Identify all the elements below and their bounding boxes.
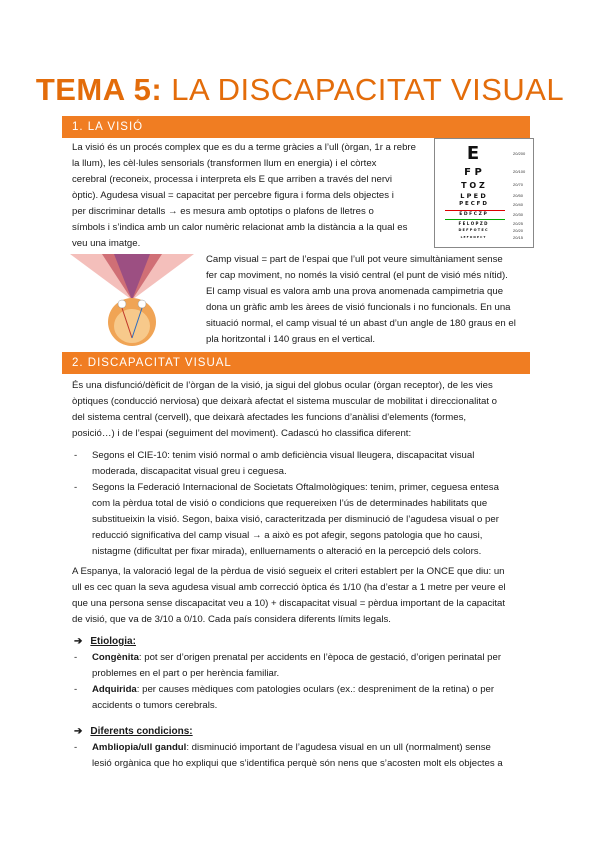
- term-text: : disminució important de l’agudesa visual en un ull (normalment) sense: [186, 742, 491, 753]
- text-line: del sistema central (cervell), que deixarà afectades les funcions d’anàlisi d’elements (formes,: [72, 412, 467, 423]
- text-line: símbols i s’indica amb un calor numèric relacionat amb la distància a la qual es: [72, 222, 408, 233]
- text-line: òptiques (conducció nerviosa) que deixarà afectat el sistema muscular de mobilitat i direccionalitat o: [72, 396, 498, 407]
- etiology-label: Etiologia:: [90, 636, 136, 647]
- conditions-heading: [74, 724, 193, 740]
- chart-row: E D F C Z P: [459, 212, 487, 217]
- text-line: la llum), les cèl·lules sensorials (transformen llum en energia) i el còrtex: [72, 158, 377, 169]
- classification-bullet: [74, 480, 530, 560]
- chart-red-line: [445, 210, 505, 211]
- text-line: situació normal, el camp visual té un abast d’un angle de 180 graus en el: [206, 318, 516, 329]
- title-prefix: TEMA 5:: [35, 72, 163, 107]
- etiology-heading: [74, 634, 136, 650]
- text-line: pla horitzontal i 140 graus en el vertical.: [206, 334, 376, 345]
- spain-legal-paragraph: [72, 564, 530, 628]
- chart-row: L E F O D P C T: [460, 235, 486, 239]
- text-line: Segons el CIE-10: tenim visió normal o amb deficiència visual lleugera, discapacitat visual: [92, 450, 475, 461]
- acuity-label: 20/15: [513, 235, 524, 240]
- acuity-label: 20/30: [513, 212, 524, 217]
- text-line: [92, 682, 530, 698]
- text-line: com la pèrdua total de visió o condicions que requereixen l’ús de determinades habilitats que: [92, 498, 488, 509]
- text-line: [92, 740, 530, 756]
- text-line: accidents o tumors cerebrals.: [92, 700, 218, 711]
- etiology-item: [74, 682, 530, 714]
- chart-row: D E F P O T E C: [458, 228, 488, 232]
- text-line: Segons la Federació Internacional de Societats Oftalmològiques: tenim, primer, ceguesa entesa: [92, 482, 499, 493]
- term-text: : pot ser d’origen prenatal per accidents en l’època de gestació, d’origen perinatal per: [138, 652, 502, 663]
- impairment-definition-paragraph: [72, 378, 530, 442]
- vision-paragraph: [72, 140, 432, 252]
- text-line: veu una imatge.: [72, 238, 141, 249]
- title-text: LA DISCAPACITAT VISUAL: [162, 72, 565, 107]
- acuity-label: 20/25: [513, 221, 524, 226]
- bullet-dash: -: [74, 684, 78, 695]
- chart-row: F E L O P Z D: [458, 221, 488, 226]
- chart-row: E: [466, 143, 480, 164]
- arrow-icon: ➔: [74, 726, 83, 737]
- page-title: [0, 72, 600, 108]
- text-line: de visió, que va de 3/10 a 0/10. Cada país considera diferents límits legals.: [72, 614, 391, 625]
- conditions-label: Diferents condicions:: [90, 726, 193, 737]
- text-line: fer cap moviment, no només la visió central (el punt de visió més nítid).: [206, 270, 508, 281]
- visual-field-illustration: [62, 248, 202, 348]
- chart-row: P E C F D: [459, 201, 487, 207]
- term-label: Ambliopia/ull gandul: [92, 742, 187, 753]
- classification-bullet: [74, 448, 530, 480]
- text-line: lesió orgànica que ho expliqui que s’identifica perquè són nens que s’acosten molt els objectes a: [92, 758, 503, 769]
- text-line: cerebral (reconeix, processa i interpreta els E que arriben a través del nervi: [72, 174, 392, 185]
- text-line: És una disfunció/dèficit de l’òrgan de la visió, ja sigui del globus ocular (òrgan receptor), de les vies: [72, 380, 493, 391]
- text-line: La visió és un procés complex que es du a terme gràcies a l’ull (òrgan, 1r a rebre: [72, 142, 416, 153]
- bullet-dash: -: [74, 482, 78, 493]
- bullet-dash: -: [74, 742, 78, 753]
- text-line: òptic). Agudesa visual = capacitat per percebre figura i forma dels objectes i: [72, 190, 394, 201]
- text-line: per discriminar detalls → es mesura amb optotips o plafons de lletres o: [72, 206, 374, 217]
- acuity-label: 20/100: [513, 169, 526, 174]
- acuity-label: 20/50: [513, 193, 524, 198]
- chart-row: L P E D: [460, 192, 486, 200]
- section-heading-visual-impairment: 2. DISCAPACITAT VISUAL: [62, 352, 530, 374]
- acuity-label: 20/70: [513, 182, 524, 187]
- right-eye-shape: [138, 300, 146, 308]
- text-line: dona un gràfic amb les àrees de visió funcionals i no funcionals. En una: [206, 302, 511, 313]
- bullet-dash: -: [74, 450, 78, 461]
- text-line: que una persona sense discapacitat veu a 10) + discapacitat visual = pèrdua important de la capacitat: [72, 598, 506, 609]
- condition-item: [74, 740, 530, 772]
- snellen-chart-image: [434, 138, 534, 248]
- text-line: substitueixin la visió. Segon, baixa visió, caracteritzada per disminució de l’agudesa visual o per: [92, 514, 499, 525]
- text-line: A Espanya, la valoració legal de la pèrdua de visió segueix el criteri establert per la ONCE que diu: un: [72, 566, 505, 577]
- text-line: problemes en el part o per herència familiar.: [92, 668, 280, 679]
- text-line: [92, 650, 530, 666]
- etiology-item: [74, 650, 530, 682]
- arrow-icon: ➔: [74, 636, 83, 647]
- text-line: posició…) i de l’espai (seguiment del moviment). Cadascú ho classifica diferent:: [72, 428, 412, 439]
- visual-field-paragraph: [206, 252, 530, 348]
- text-line: El camp visual es valora amb una prova anomenada campimetria que: [206, 286, 504, 297]
- term-label: Adquirida: [92, 684, 137, 695]
- section-heading-vision: 1. LA VISIÓ: [62, 116, 530, 138]
- text-line: reducció significativa del camp visual → a això es pot afegir, segons patologia que ho causi,: [92, 530, 483, 541]
- text-line: ull es cec quan la seva agudesa visual amb correcció òptica és 1/10 (ha d’estar a 1 metre per veure el: [72, 582, 506, 593]
- term-text: : per causes mèdiques com patologies oculars (ex.: despreniment de la retina) o per: [136, 684, 495, 695]
- text-line: nistagme (dificultat per fixar mirada), enlluernaments o alteració en la percepció dels colors.: [92, 546, 482, 557]
- text-line: Camp visual = part de l’espai que l’ull pot veure simultàniament sense: [206, 254, 503, 265]
- chart-green-line: [445, 219, 505, 220]
- acuity-label: 20/200: [513, 151, 526, 156]
- acuity-label: 20/20: [513, 228, 524, 233]
- text-line: moderada, discapacitat visual greu i ceguesa.: [92, 466, 287, 477]
- bullet-dash: -: [74, 652, 78, 663]
- left-eye-shape: [118, 300, 126, 308]
- chart-row: F P: [464, 167, 482, 178]
- term-label: Congènita: [92, 652, 139, 663]
- acuity-label: 20/40: [513, 202, 524, 207]
- chart-row: T O Z: [461, 181, 485, 190]
